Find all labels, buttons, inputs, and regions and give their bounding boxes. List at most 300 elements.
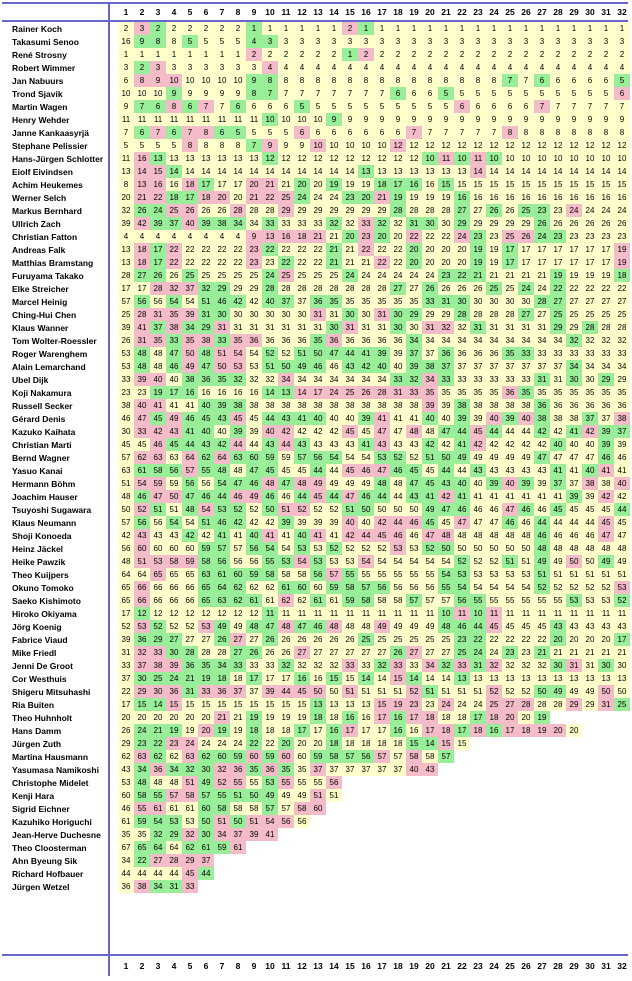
position-cell: 22: [358, 243, 374, 256]
player-row: [2, 347, 630, 360]
position-cell: 49: [422, 620, 438, 633]
player-name: Jan Nabuurs: [12, 75, 64, 86]
position-cell: 30: [214, 308, 230, 321]
position-cell: 38: [326, 399, 342, 412]
position-cell: 2: [582, 48, 598, 61]
position-cell: 26: [294, 633, 310, 646]
position-cell: 8: [550, 126, 566, 139]
position-cell: 51: [598, 568, 614, 581]
position-cell: 5: [470, 87, 486, 100]
position-cell: 44: [502, 425, 518, 438]
position-cell: 36: [134, 633, 150, 646]
position-cell: 7: [598, 100, 614, 113]
position-cell: 66: [150, 581, 166, 594]
position-cell: 1: [598, 22, 614, 35]
position-cell: 23: [118, 386, 134, 399]
position-cell: 18: [486, 711, 502, 724]
position-cell: 11: [374, 607, 390, 620]
position-cell: 15: [518, 178, 534, 191]
position-cell: 33: [390, 659, 406, 672]
position-cell: 52: [422, 542, 438, 555]
position-cell: 39: [566, 490, 582, 503]
player-row: [2, 139, 630, 152]
position-cell: 49: [182, 360, 198, 373]
position-cell: 24: [486, 646, 502, 659]
player-name: Hans Damm: [12, 725, 62, 736]
position-cell: 19: [294, 711, 310, 724]
position-cell: 54: [438, 568, 454, 581]
position-cell: 55: [150, 789, 166, 802]
empty-cell: [566, 841, 582, 854]
position-cell: 22: [230, 243, 246, 256]
position-cell: 56: [198, 477, 214, 490]
position-cell: 46: [214, 516, 230, 529]
position-cell: 40: [358, 516, 374, 529]
position-cell: 29: [598, 373, 614, 386]
position-cell: 28: [342, 282, 358, 295]
position-cell: 44: [454, 425, 470, 438]
position-cell: 40: [518, 412, 534, 425]
position-cell: 35: [326, 295, 342, 308]
position-cell: 3: [230, 61, 246, 74]
position-cell: 9: [566, 113, 582, 126]
position-cell: 20: [550, 724, 566, 737]
position-cell: 55: [230, 776, 246, 789]
position-cell: 22: [470, 633, 486, 646]
position-cell: 36: [566, 399, 582, 412]
position-cell: 47: [534, 451, 550, 464]
position-cell: 36: [294, 334, 310, 347]
position-cell: 1: [166, 48, 182, 61]
position-cell: 54: [134, 477, 150, 490]
position-cell: 39: [598, 425, 614, 438]
position-cell: 42: [230, 516, 246, 529]
position-cell: 46: [470, 503, 486, 516]
position-cell: 50: [598, 685, 614, 698]
position-cell: 4: [598, 61, 614, 74]
position-cell: 45: [422, 464, 438, 477]
position-cell: 48: [134, 347, 150, 360]
position-cell: 34: [454, 334, 470, 347]
empty-cell: [358, 802, 374, 815]
round-number: 18: [390, 4, 406, 20]
empty-cell: [582, 828, 598, 841]
position-cell: 52: [614, 594, 630, 607]
position-cell: 32: [374, 217, 390, 230]
position-cell: 6: [262, 100, 278, 113]
position-cell: 6: [486, 100, 502, 113]
position-cell: 14: [358, 672, 374, 685]
position-cell: 6: [582, 74, 598, 87]
position-cell: 7: [262, 87, 278, 100]
position-cell: 15: [294, 698, 310, 711]
position-cell: 54: [518, 581, 534, 594]
position-cell: 34: [166, 763, 182, 776]
position-cell: 32: [198, 282, 214, 295]
position-cell: 51: [422, 685, 438, 698]
position-cell: 15: [134, 698, 150, 711]
position-cell: 5: [390, 100, 406, 113]
position-cell: 21: [486, 269, 502, 282]
position-cell: 12: [486, 139, 502, 152]
position-cell: 26: [614, 217, 630, 230]
position-cell: 50: [214, 360, 230, 373]
position-cell: 47: [486, 516, 502, 529]
position-cell: 46: [534, 529, 550, 542]
position-cell: 37: [598, 412, 614, 425]
position-cell: 61: [198, 841, 214, 854]
header-spacer: [2, 4, 118, 20]
position-cell: 16: [390, 711, 406, 724]
position-cell: 30: [278, 308, 294, 321]
position-cell: 51: [614, 568, 630, 581]
position-cell: 48: [422, 425, 438, 438]
round-number: 27: [534, 958, 550, 974]
position-cell: 39: [502, 412, 518, 425]
position-cell: 37: [246, 685, 262, 698]
empty-cell: [470, 880, 486, 893]
position-cell: 43: [486, 464, 502, 477]
empty-cell: [358, 841, 374, 854]
position-cell: 52: [534, 581, 550, 594]
position-cell: 43: [166, 529, 182, 542]
position-cell: 65: [118, 594, 134, 607]
position-cell: 36: [182, 659, 198, 672]
position-cell: 8: [294, 74, 310, 87]
position-cell: 18: [358, 737, 374, 750]
position-cell: 18: [438, 711, 454, 724]
position-cell: 21: [214, 711, 230, 724]
position-cell: 59: [198, 542, 214, 555]
position-cell: 31: [262, 321, 278, 334]
position-cell: 2: [310, 48, 326, 61]
position-cell: 41: [518, 490, 534, 503]
position-cell: 16: [278, 230, 294, 243]
empty-cell: [438, 815, 454, 828]
position-cell: 10: [310, 113, 326, 126]
empty-cell: [326, 815, 342, 828]
position-cell: 7: [150, 126, 166, 139]
position-cell: 17: [118, 607, 134, 620]
player-row: [2, 386, 630, 399]
position-cell: 43: [534, 464, 550, 477]
position-cell: 34: [406, 334, 422, 347]
position-cell: 51: [438, 685, 454, 698]
position-cell: 46: [390, 464, 406, 477]
position-cell: 14: [294, 386, 310, 399]
position-cell: 26: [534, 217, 550, 230]
position-cell: 33: [246, 659, 262, 672]
position-cell: 10: [534, 152, 550, 165]
position-cell: 34: [438, 334, 454, 347]
position-cell: 5: [598, 87, 614, 100]
position-cell: 44: [518, 425, 534, 438]
position-cell: 13: [502, 672, 518, 685]
position-cell: 26: [150, 269, 166, 282]
position-cell: 16: [390, 724, 406, 737]
position-cell: 17: [310, 724, 326, 737]
player-name: Henry Wehder: [12, 114, 70, 125]
position-cell: 6: [166, 126, 182, 139]
position-cell: 2: [342, 22, 358, 35]
position-cell: 30: [198, 828, 214, 841]
empty-cell: [550, 854, 566, 867]
position-cell: 24: [454, 230, 470, 243]
position-cell: 4: [534, 61, 550, 74]
position-cell: 14: [598, 165, 614, 178]
position-cell: 21: [550, 646, 566, 659]
position-cell: 54: [198, 503, 214, 516]
position-cell: 35: [598, 386, 614, 399]
empty-cell: [342, 802, 358, 815]
position-cell: 28: [246, 204, 262, 217]
position-cell: 15: [278, 698, 294, 711]
empty-cell: [502, 750, 518, 763]
position-cell: 19: [326, 178, 342, 191]
position-cell: 16: [502, 191, 518, 204]
empty-cell: [470, 802, 486, 815]
empty-cell: [422, 815, 438, 828]
position-cell: 58: [326, 750, 342, 763]
position-cell: 56: [310, 451, 326, 464]
position-cell: 59: [230, 750, 246, 763]
position-cell: 7: [486, 126, 502, 139]
position-cell: 22: [182, 256, 198, 269]
empty-cell: [390, 802, 406, 815]
position-cell: 22: [246, 737, 262, 750]
position-cell: 55: [470, 594, 486, 607]
position-cell: 38: [422, 360, 438, 373]
empty-cell: [422, 867, 438, 880]
position-cell: 56: [134, 295, 150, 308]
position-cell: 55: [358, 568, 374, 581]
position-cell: 59: [262, 750, 278, 763]
position-cell: 54: [230, 347, 246, 360]
round-header-bottom: [2, 958, 630, 974]
player-row: [2, 165, 630, 178]
position-cell: 38: [374, 399, 390, 412]
position-cell: 36: [390, 334, 406, 347]
position-cell: 8: [358, 74, 374, 87]
position-cell: 17: [518, 243, 534, 256]
empty-cell: [246, 854, 262, 867]
position-cell: 7: [134, 100, 150, 113]
position-cell: 48: [214, 464, 230, 477]
position-cell: 48: [150, 347, 166, 360]
position-cell: 20: [342, 230, 358, 243]
position-cell: 1: [326, 22, 342, 35]
empty-cell: [390, 776, 406, 789]
position-cell: 44: [374, 490, 390, 503]
position-cell: 45: [294, 685, 310, 698]
position-cell: 47: [262, 620, 278, 633]
player-row: [2, 425, 630, 438]
position-cell: 30: [390, 321, 406, 334]
position-cell: 30: [358, 308, 374, 321]
position-cell: 58: [358, 594, 374, 607]
position-cell: 48: [486, 529, 502, 542]
round-number: 2: [134, 958, 150, 974]
position-cell: 18: [326, 737, 342, 750]
position-cell: 37: [486, 360, 502, 373]
empty-cell: [390, 815, 406, 828]
position-cell: 38: [134, 880, 150, 893]
position-cell: 22: [134, 854, 150, 867]
position-cell: 8: [246, 87, 262, 100]
position-cell: 59: [214, 841, 230, 854]
round-number: 16: [358, 4, 374, 20]
player-name: Russell Secker: [12, 400, 73, 411]
position-cell: 35: [550, 386, 566, 399]
empty-cell: [550, 711, 566, 724]
position-cell: 3: [502, 35, 518, 48]
position-cell: 53: [278, 555, 294, 568]
position-cell: 14: [246, 165, 262, 178]
position-cell: 14: [342, 165, 358, 178]
empty-cell: [550, 789, 566, 802]
position-cell: 15: [614, 178, 630, 191]
position-cell: 24: [470, 698, 486, 711]
position-cell: 52: [230, 503, 246, 516]
position-cell: 45: [534, 620, 550, 633]
empty-cell: [470, 828, 486, 841]
position-cell: 38: [534, 412, 550, 425]
empty-cell: [342, 854, 358, 867]
position-cell: 25: [358, 633, 374, 646]
position-cell: 50: [118, 503, 134, 516]
position-cell: 39: [326, 516, 342, 529]
position-cell: 51: [582, 568, 598, 581]
position-cell: 56: [246, 542, 262, 555]
position-cell: 61: [230, 841, 246, 854]
empty-cell: [518, 737, 534, 750]
position-cell: 23: [454, 633, 470, 646]
position-cell: 22: [550, 282, 566, 295]
position-cell: 9: [486, 113, 502, 126]
player-name: Klaus Wanner: [12, 322, 69, 333]
player-name: Bernd Wagner: [12, 452, 70, 463]
position-cell: 17: [342, 724, 358, 737]
empty-cell: [326, 802, 342, 815]
player-name: Takasumi Senoo: [12, 36, 79, 47]
position-cell: 9: [614, 113, 630, 126]
empty-cell: [582, 776, 598, 789]
position-cell: 5: [230, 126, 246, 139]
position-cell: 8: [438, 74, 454, 87]
position-cell: 28: [198, 646, 214, 659]
position-cell: 4: [582, 61, 598, 74]
player-name: Theo Cloosterman: [12, 842, 87, 853]
position-cell: 43: [294, 438, 310, 451]
position-cell: 27: [342, 646, 358, 659]
position-cell: 33: [518, 373, 534, 386]
position-cell: 57: [118, 295, 134, 308]
position-cell: 40: [486, 412, 502, 425]
position-cell: 33: [566, 347, 582, 360]
position-cell: 61: [166, 802, 182, 815]
position-cell: 10: [486, 152, 502, 165]
position-cell: 19: [150, 386, 166, 399]
position-cell: 48: [454, 529, 470, 542]
empty-cell: [614, 854, 630, 867]
position-cell: 5: [358, 100, 374, 113]
player-name: Hiroko Okiyama: [12, 608, 77, 619]
position-cell: 19: [214, 724, 230, 737]
position-cell: 44: [326, 490, 342, 503]
position-cell: 37: [374, 763, 390, 776]
position-cell: 30: [502, 295, 518, 308]
position-cell: 34: [358, 373, 374, 386]
player-row: [2, 152, 630, 165]
position-cell: 60: [134, 542, 150, 555]
position-cell: 27: [534, 308, 550, 321]
position-cell: 44: [358, 529, 374, 542]
position-cell: 19: [614, 256, 630, 269]
position-cell: 18: [374, 178, 390, 191]
position-cell: 22: [310, 243, 326, 256]
position-cell: 58: [294, 802, 310, 815]
position-cell: 31: [502, 321, 518, 334]
position-cell: 1: [374, 22, 390, 35]
position-cell: 26: [438, 282, 454, 295]
position-cell: 5: [342, 100, 358, 113]
position-cell: 35: [470, 386, 486, 399]
position-cell: 16: [614, 191, 630, 204]
position-cell: 15: [486, 178, 502, 191]
position-cell: 7: [342, 87, 358, 100]
empty-cell: [486, 737, 502, 750]
position-cell: 40: [582, 464, 598, 477]
position-cell: 13: [278, 386, 294, 399]
player-name: Achim Heukemes: [12, 179, 83, 190]
position-cell: 45: [598, 516, 614, 529]
player-row: [2, 126, 630, 139]
position-cell: 50: [310, 347, 326, 360]
position-cell: 51: [150, 503, 166, 516]
position-cell: 48: [614, 542, 630, 555]
position-cell: 45: [422, 516, 438, 529]
empty-cell: [342, 815, 358, 828]
position-cell: 38: [246, 399, 262, 412]
position-cell: 6: [406, 87, 422, 100]
empty-cell: [614, 776, 630, 789]
empty-cell: [326, 880, 342, 893]
position-cell: 23: [614, 230, 630, 243]
position-cell: 30: [198, 763, 214, 776]
empty-cell: [358, 880, 374, 893]
position-cell: 19: [166, 724, 182, 737]
position-cell: 46: [454, 620, 470, 633]
position-cell: 37: [470, 360, 486, 373]
round-number: 30: [582, 4, 598, 20]
position-cell: 25: [246, 269, 262, 282]
position-cell: 6: [534, 74, 550, 87]
empty-cell: [406, 789, 422, 802]
empty-cell: [438, 776, 454, 789]
position-cell: 10: [566, 152, 582, 165]
position-cell: 36: [550, 399, 566, 412]
position-cell: 20: [118, 711, 134, 724]
position-cell: 7: [358, 87, 374, 100]
position-cell: 58: [262, 568, 278, 581]
position-cell: 7: [582, 100, 598, 113]
position-cell: 7: [470, 126, 486, 139]
position-cell: 1: [342, 48, 358, 61]
empty-cell: [422, 789, 438, 802]
position-cell: 26: [198, 204, 214, 217]
position-cell: 3: [566, 35, 582, 48]
position-cell: 21: [326, 243, 342, 256]
